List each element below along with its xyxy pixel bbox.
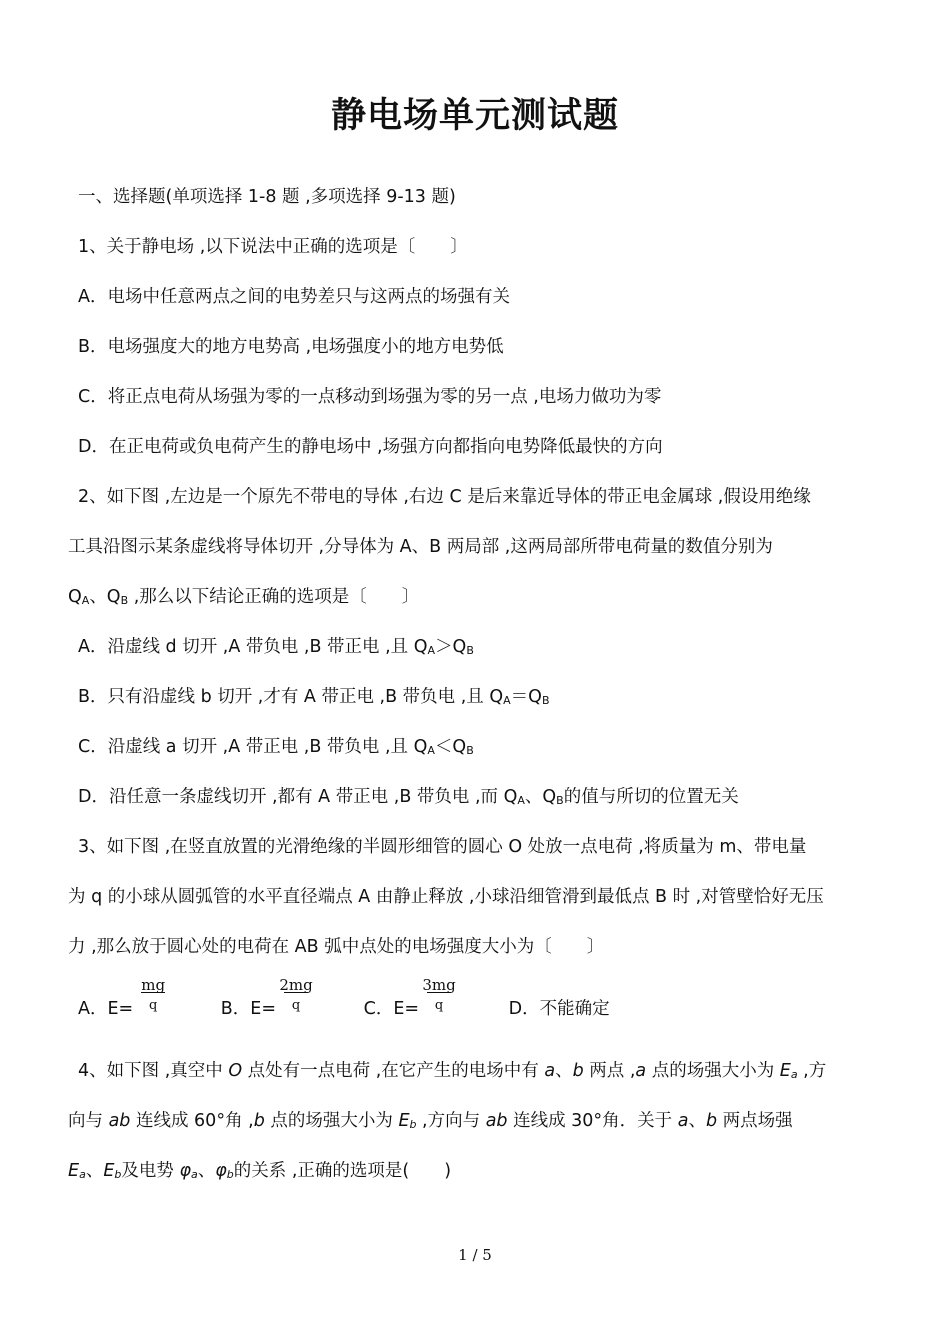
- q2-stem-line2: 工具沿图示某条虚线将导体切开 ,分导体为 A、B 两局部 ,这两局部所带电荷量的数值分别为: [68, 537, 773, 557]
- q3-option-a: A．E= $\frac{mg}{q}$: [78, 996, 167, 1022]
- q4-stem-line2: 向与 ab 连线成 60°角 ,b 点的场强大小为 $E_b$ ,方向与 ab 连线成 30°角．关于 a、b 两点场强: [68, 1111, 793, 1131]
- page-title: 静电场单元测试题: [330, 95, 619, 136]
- q4-stem-line1: 4、如下图 ,真空中 O 点处有一点电荷 ,在它产生的电场中有 a、b 两点 ,a 点的场强大小为 $E_a$ ,方: [78, 1061, 827, 1081]
- fraction-3mg-over-q: $\frac{3mg}{q}$: [422, 976, 456, 1013]
- q1-stem: 1、关于静电场 ,以下说法中正确的选项是〔 〕: [78, 237, 468, 257]
- q1-option-a: A．电场中任意两点之间的电势差只与这两点的场强有关: [78, 287, 510, 307]
- q2-stem-line3: $Q_A$、$Q_B$ ,那么以下结论正确的选项是〔 〕: [68, 587, 420, 607]
- fraction-2mg-over-q: $\frac{2mg}{q}$: [279, 976, 313, 1013]
- q2-option-d: D．沿任意一条虚线切开 ,都有 A 带正电 ,B 带负电 ,而 $Q_A$、$Q_B$的值与所切的位置无关: [78, 787, 739, 807]
- q2-stem-line1: 2、如下图 ,左边是一个原先不带电的导体 ,右边 C 是后来靠近导体的带正电金属球 ,假设用绝缘: [78, 487, 811, 507]
- q1-option-d: D．在正电荷或负电荷产生的静电场中 ,场强方向都指向电势降低最快的方向: [78, 437, 663, 457]
- q3-stem-line1: 3、如下图 ,在竖直放置的光滑绝缘的半圆形细管的圆心 O 处放一点电荷 ,将质量为 m、带电量: [78, 837, 807, 857]
- page-number: 1 / 5: [458, 1246, 492, 1264]
- q2-option-a: A．沿虚线 d 切开 ,A 带负电 ,B 带正电 ,且 $Q_A>Q_B$: [78, 637, 474, 657]
- q3-stem-line2: 为 q 的小球从圆弧管的水平直径端点 A 由静止释放 ,小球沿细管滑到最低点 B 时 ,对管壁恰好无压: [68, 887, 824, 907]
- fraction-mg-over-q: $\frac{mg}{q}$: [141, 976, 166, 1013]
- q3-stem-line3: 力 ,那么放于圆心处的电荷在 AB 弧中点处的电场强度大小为〔 〕: [68, 937, 605, 957]
- q3-options: [78, 976, 898, 1022]
- q3-option-b: B．E= $\frac{2mg}{q}$: [221, 996, 310, 1022]
- q4-stem-line3: $E_a$、$E_b$及电势 $\varphi_a$、$\varphi_b$的关系 ,正确的选项是( ): [68, 1161, 452, 1181]
- q1-option-c: C．将正点电荷从场强为零的一点移动到场强为零的另一点 ,电场力做功为零: [78, 387, 662, 407]
- q3-option-d: D．不能确定: [508, 999, 610, 1019]
- q1-option-b: B．电场强度大的地方电势高 ,电场强度小的地方电势低: [78, 337, 504, 357]
- section-heading: 一、选择题(单项选择 1-8 题 ,多项选择 9-13 题): [78, 187, 456, 207]
- q2-option-c: C．沿虚线 a 切开 ,A 带正电 ,B 带负电 ,且 $Q_A<Q_B$: [78, 737, 474, 757]
- q2-option-b: B．只有沿虚线 b 切开 ,才有 A 带正电 ,B 带负电 ,且 $Q_A=Q_B$: [78, 687, 550, 707]
- q3-option-c: C．E= $\frac{3mg}{q}$: [364, 996, 453, 1022]
